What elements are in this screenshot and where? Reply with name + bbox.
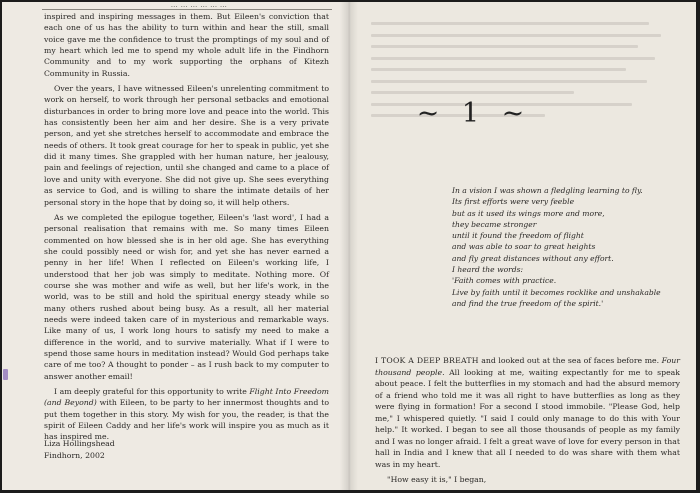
epigraph-line: In a vision I was shown a fledgling learning to fly. <box>452 186 643 195</box>
left-page <box>2 2 349 490</box>
foreword-text <box>44 11 329 443</box>
epigraph-line: they became stronger <box>452 219 537 229</box>
epigraph-line: but as it used its wings more and more, <box>452 208 605 218</box>
epigraph-line: and was able to soar to great heights <box>452 242 596 252</box>
epigraph-line: 'Faith comes with practice. <box>452 276 557 286</box>
epigraph-line: Live by faith until it becomes rocklike and unshakable <box>452 287 661 297</box>
book-title: Flight Into Freedom (and Beyond) <box>44 387 329 408</box>
epigraph-line: until it found the freedom of flight <box>452 231 584 241</box>
signature-name: Liza Hollingshead <box>44 439 115 448</box>
body-paragraph-1 <box>375 355 680 470</box>
signature-place: Findhorn, 2002 <box>44 450 105 460</box>
margin-ink-mark <box>3 369 8 380</box>
body-text: All looking at me, waiting expectantly for me to speak about peace. I felt the butterflies in my stomach and had the absurd memory of a friend who told me it was all right to have butterflies as long as they were flying in formation! For a second I stood immobile. "Please God, help me," I whispered quietly. "I said I could only manage to do this with Your help." It worked. I began to see all those thousands of people as my family and I was no longer afraid. I felt a great wave of love for every person in that hall in India and I knew that all I needed to do was share with them what was in my heart. <box>375 367 680 469</box>
chapter-number: ~ 1 ~ <box>416 98 532 129</box>
epigraph-line: I heard the words: <box>452 265 524 275</box>
header-rule <box>42 9 332 10</box>
epigraph-line: and fly great distances without any effort. <box>452 253 614 263</box>
paragraph-4 <box>44 386 329 443</box>
epigraph-line: and find the true freedom of the spirit.' <box>452 298 604 308</box>
book-spread <box>2 2 696 490</box>
closing-after: with Eileen, to be party to her innermost thoughts and to put them together in this story. My wish for you, the reader, is that the spirit of Eileen Caddy and her life's work will inspire you as much as it has inspired me. <box>44 398 329 442</box>
epigraph <box>452 185 687 309</box>
epigraph-line: Its first efforts were very feeble <box>452 197 575 207</box>
body-paragraph-2: "How easy it is," I began, <box>387 475 487 484</box>
running-header: … … … … … … <box>170 2 228 8</box>
right-page <box>349 2 696 490</box>
paragraph-1: inspired and inspiring messages in them. But Eileen's conviction that each one of us has the ability to turn within and hear the still, small voice gave me the confidence to trust the promptings of my soul and of my heart which led me to spend my whole adult life in the Findhorn Community and to my work supporting the orphans of Kitezh Community in Russia. <box>44 12 329 78</box>
lead-in-caps: I TOOK A DEEP BREATH <box>375 356 479 365</box>
body-text: and looked out at the sea of faces before me. <box>478 356 662 365</box>
book-gutter <box>340 2 358 490</box>
chapter-body <box>375 355 680 486</box>
closing-before: I am deeply grateful for this opportunity to write <box>54 387 250 396</box>
paragraph-2: Over the years, I have witnessed Eileen's unrelenting commitment to work on herself, to work through her personal setbacks and emotional disturbances in order to bring more love and peace into the world. This has consistently been her aim and her desire. She is a very private person, and yet she stretches herself to accommodate and embrace the needs of others. It took great courage for her to speak in public, yet she did it many times. She grappled with her human nature, her jealousy, pain and feelings of rejection, until she changed and came to a place of love and unity with everyone. She did not give up. She sees everything as service to God, and is willing to share the intimate details of her personal story in the hope that by doing so, it will help others. <box>44 84 329 207</box>
body-italic: Four thousand people. <box>375 356 680 377</box>
signature <box>44 438 244 461</box>
paragraph-3: As we completed the epilogue together, Eileen's 'last word', I had a personal realisation that remains with me. So many times Eileen commented on how blessed she is in her old age. She has everything she could possibly need or wish for, and yet she has never earned a penny in her life! When I reflected on Eileen's working life, I understood that her job was simply to meditate. Nothing more. Of course she was mother and wife as well, but her life's work, in the world, was to be still and hold the spiritual energy steady while so many others rushed about being busy. As a result, all her material needs were indeed taken care of in mysterious and remarkable ways. Like many of us, I work long hours to satisfy my need to make a difference in the world, and to survive materially. What if I were to spend those same hours in meditation instead? Would God perhaps take care of me too? A thought to ponder – as I rush back to my computer to answer another email! <box>44 212 329 381</box>
